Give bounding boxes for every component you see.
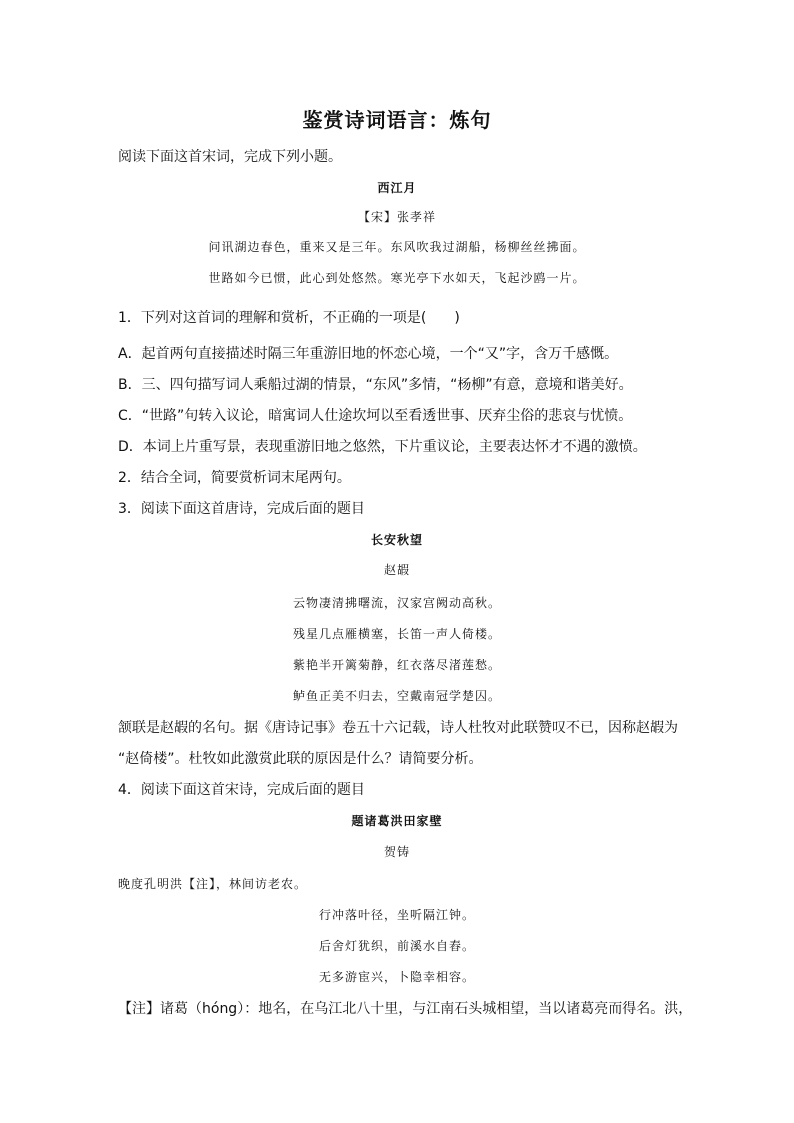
question-1-option-d: D．本词上片重写景，表现重游旧地之悠然，下片重议论，主要表达怀才不遇的激愤。 [118,439,647,455]
poem3-line: 晚度孔明洪【注】，林间访老农。 [118,877,308,891]
poem2-line: 残星几点雁横塞，长笛一声人倚楼。 [292,627,501,641]
poem1-line: 世路如今已惯，此心到处悠然。寒光亭下水如天，飞起沙鸥一片。 [208,271,586,285]
poem3-author: 贺铸 [383,845,410,859]
intro-text: 阅读下面这首宋词，完成下列小题。 [118,149,342,165]
page-title: 鉴赏诗词语言：炼句 [302,108,492,132]
poem1-author: 【宋】张孝祥 [357,210,436,224]
poem1-line: 问讯湖边春色，重来又是三年。东风吹我过湖船，杨柳丝丝拂面。 [208,240,586,254]
question-3-text: 颔联是赵嘏的名句。据《唐诗记事》卷五十六记载，诗人杜牧对此联赞叹不已，因称赵嘏为 [118,720,678,736]
question-1-stem: 1．下列对这首词的理解和赏析，不正确的一项是( ) [118,310,460,326]
poem2-title: 长安秋望 [370,533,423,547]
poem3-line: 后舍灯犹织，前溪水自舂。 [318,939,475,953]
poem2-line: 紫艳半开篱菊静，红衣落尽渚莲愁。 [292,658,501,672]
poem3-title: 题诸葛洪田家壁 [351,814,443,828]
question-2-stem: 2．结合全词，简要赏析词末尾两句。 [118,470,351,486]
poem1-title: 西江月 [377,181,417,195]
question-1-option-b: B．三、四句描写词人乘船过湖的情景，“东风”多情，“杨柳”有意，意境和谐美好。 [118,377,633,393]
question-3-stem: 3．阅读下面这首唐诗，完成后面的题目 [118,501,365,517]
question-4-stem: 4．阅读下面这首宋诗，完成后面的题目 [118,782,365,798]
poem2-author: 赵嘏 [383,563,410,577]
poem3-note: 【注】诸葛（hóng）：地名，在乌江北八十里，与江南石头城相望，当以诸葛亮而得名。洪， [118,1001,693,1017]
poem2-line: 鲈鱼正美不归去，空戴南冠学楚囚。 [292,689,501,703]
poem2-line: 云物凄清拂曙流，汉家宫阙动高秋。 [292,596,501,610]
question-3-text: “赵倚楼”。杜牧如此激赏此联的原因是什么？请简要分析。 [118,751,483,767]
question-1-option-a: A．起首两句直接描述时隔三年重游旧地的怀恋心境，一个“又”字，含万千感慨。 [118,346,619,362]
poem3-line: 行冲落叶径，坐听隔江钟。 [318,908,475,922]
question-1-option-c: C．“世路”句转入议论，暗寓词人仕途坎坷以至看透世事、厌弃尘俗的悲哀与忧愤。 [118,408,633,424]
poem3-line: 无多游宦兴，卜隐幸相容。 [318,970,475,984]
